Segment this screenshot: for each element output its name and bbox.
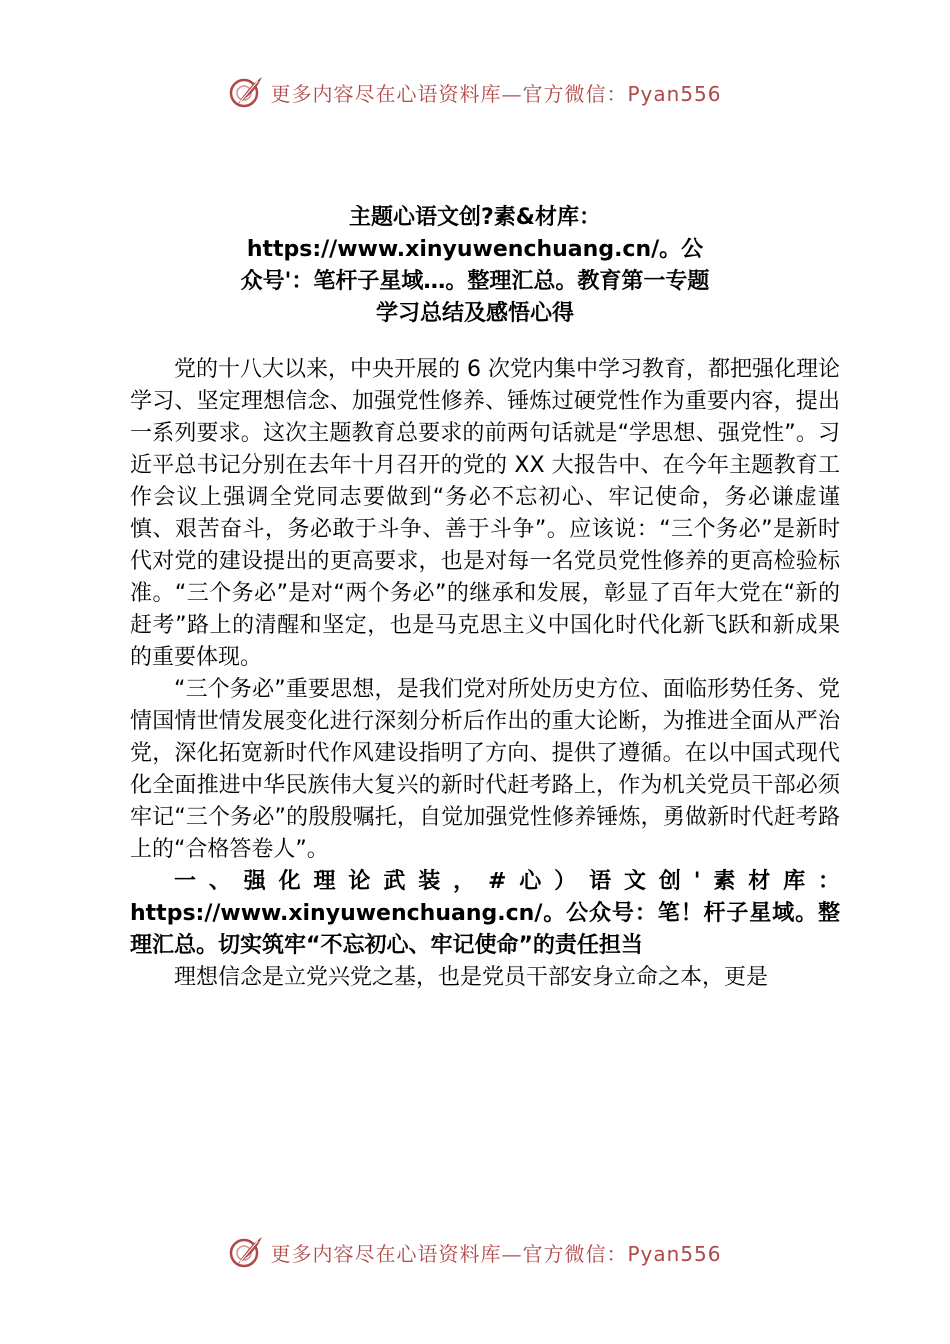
watermark-text: 更多内容尽在心语资料库—官方微信：Pyan556 bbox=[270, 81, 722, 106]
paragraph: 理想信念是立党兴党之基，也是党员干部安身立命之本，更是 bbox=[174, 965, 769, 990]
section-heading: 一、强化理论武装，#心）语文创'素材库：https://www.xinyuwenchuang.cn/。公众号：笔！杆子星域。整理汇总。切实筑牢“不忘初心、牢记使命”的责任担当 bbox=[130, 869, 840, 958]
paragraph: “三个务必”重要思想，是我们党对所处历史方位、面临形势任务、党情国情世情发展变化进行深刻分析后作出的重大论断，为推进全面从严治党，深化拓宽新时代作风建设指明了方向、提供了遵循。在以中国式现代化全面推进中华民族伟大复兴的新时代赶考路上，作为机关党员干部必须牢记“三个务必”的殷殷嘱托，自觉加强党性修养锤炼，勇做新时代赶考路上的“合格答卷人”。 bbox=[130, 677, 840, 862]
wechat-id: Pyan556 bbox=[627, 81, 722, 106]
feather-logo-icon bbox=[228, 74, 264, 110]
document-body bbox=[130, 354, 840, 994]
watermark-text: 更多内容尽在心语资料库—官方微信：Pyan556 bbox=[270, 1241, 722, 1266]
feather-logo-icon bbox=[228, 1234, 264, 1270]
wechat-id: Pyan556 bbox=[627, 1241, 722, 1266]
header-watermark bbox=[0, 74, 950, 110]
footer-watermark bbox=[0, 1234, 950, 1270]
document-title: 主题心语文创?素&材库：https://www.xinyuwenchuang.cn/。公众号'：笔杆子星域…。整理汇总。教育第一专题学习总结及感悟心得 bbox=[240, 205, 710, 326]
paragraph: 党的十八大以来，中央开展的 6 次党内集中学习教育，都把强化理论学习、坚定理想信念、加强党性修养、锤炼过硬党性作为重要内容，提出一系列要求。这次主题教育总要求的前两句话就是“学思想、强党性”。习近平总书记分别在去年十月召开的党的 XX 大报告中、在今年主题教育工作会议上强调全党同志要做到“务必不忘初心、牢记使命，务必谦虚谨慎、艰苦奋斗，务必敢于斗争、善于斗争”。应该说：“三个务必”是新时代对党的建设提出的更高要求，也是对每一名党员党性修养的更高检验标准。“三个务必”是对“两个务必”的继承和发展，彰显了百年大党在“新的赶考”路上的清醒和坚定，也是马克思主义中国化时代化新飞跃和新成果的重要体现。 bbox=[130, 357, 840, 670]
